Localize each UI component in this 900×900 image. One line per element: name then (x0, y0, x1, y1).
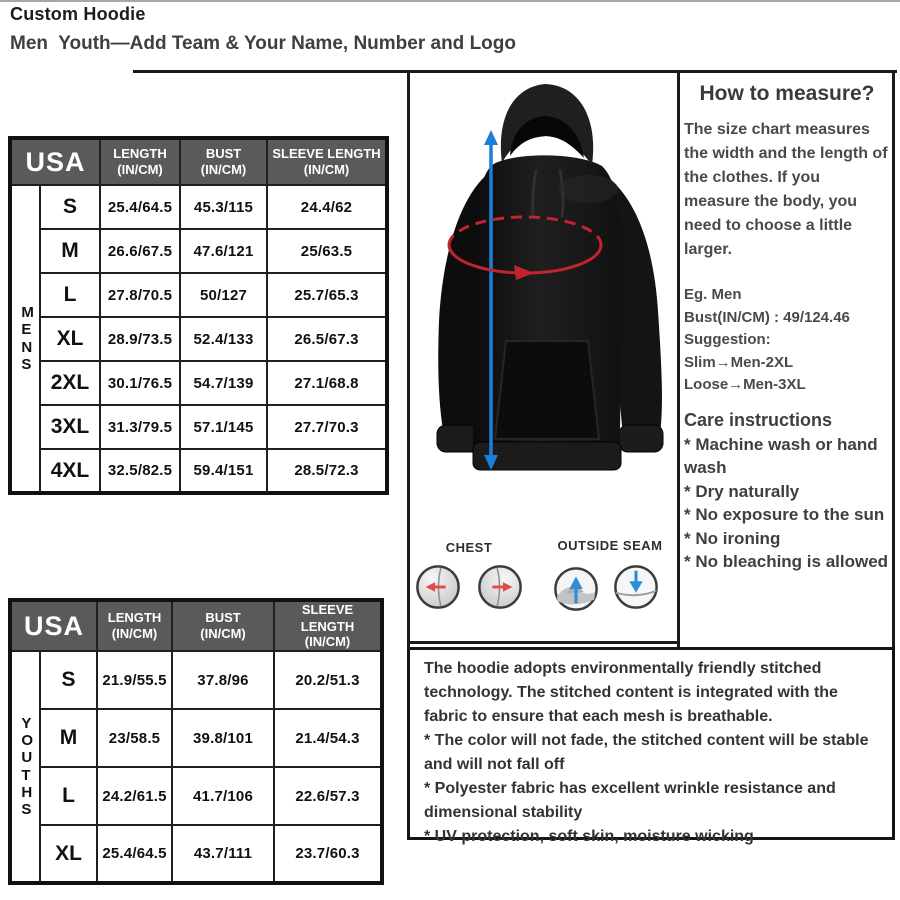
divider-icons-bottom (407, 641, 680, 644)
bust-cell: 54.7/139 (180, 361, 267, 405)
outside-seam-up-icon (552, 565, 600, 613)
sizing-example (684, 284, 890, 397)
youths-header-sleeve: SLEEVE LENGTH (IN/CM) (274, 600, 382, 651)
table-row (10, 317, 387, 361)
size-cell: M (40, 709, 97, 767)
size-cell: L (40, 767, 97, 825)
care-item: * No bleaching is allowed (684, 552, 889, 572)
example-line: Slim→Men-2XL (684, 353, 794, 371)
table-row (10, 229, 387, 273)
length-cell: 24.2/61.5 (97, 767, 172, 825)
bust-cell: 39.8/101 (172, 709, 274, 767)
features-bullet: * UV protection, soft skin, moisture wicking (424, 828, 754, 845)
sleeve-cell: 22.6/57.3 (274, 767, 382, 825)
table-header-row (10, 600, 382, 651)
size-cell: XL (40, 825, 97, 883)
sleeve-cell: 25.7/65.3 (267, 273, 387, 317)
bust-cell: 47.6/121 (180, 229, 267, 273)
example-line: Loose→Men-3XL (684, 376, 806, 393)
bust-cell: 41.7/106 (172, 767, 274, 825)
bust-cell: 37.8/96 (172, 651, 274, 709)
length-cell: 25.4/64.5 (97, 825, 172, 883)
table-row (10, 449, 387, 493)
length-cell: 23/58.5 (97, 709, 172, 767)
bust-cell: 43.7/111 (172, 825, 274, 883)
chest-label: CHEST (445, 540, 493, 555)
features-bullet: * The color will not fade, the stitched content will be stable and will not fall off (424, 732, 869, 773)
mens-size-table (8, 136, 389, 495)
size-cell: 3XL (40, 405, 100, 449)
table-row (10, 651, 382, 709)
care-instructions (684, 410, 894, 574)
mens-header-usa: USA (10, 138, 100, 185)
page-subtitle: Men Youth—Add Team & Your Name, Number and Logo (10, 33, 516, 54)
example-line: Eg. Men (684, 286, 742, 303)
length-cell: 31.3/79.5 (100, 405, 180, 449)
length-cell: 32.5/82.5 (100, 449, 180, 493)
features-intro: The hoodie adopts environmentally friendly stitched technology. The stitched content is integrated with the fabric to ensure that each mesh is breathable. (424, 660, 838, 725)
features-bullet: * Polyester fabric has excellent wrinkle resistance and dimensional stability (424, 780, 836, 821)
chest-measure-left-icon (414, 563, 462, 611)
size-cell: L (40, 273, 100, 317)
size-cell: M (40, 229, 100, 273)
how-to-measure-body: The size chart measures the width and the length of the clothes. If you measure the body, you need to choose a little larger. (684, 121, 888, 258)
bust-cell: 45.3/115 (180, 185, 267, 229)
example-line: Bust(IN/CM) : 49/124.46 (684, 308, 850, 326)
table-row (10, 273, 387, 317)
care-item: * Machine wash or hand wash (684, 435, 878, 478)
length-cell: 26.6/67.5 (100, 229, 180, 273)
youths-header-usa: USA (10, 600, 97, 651)
care-item: * No ironing (684, 528, 781, 548)
fabric-features-box (407, 647, 895, 845)
table-row (10, 361, 387, 405)
header (10, 4, 516, 55)
size-cell: S (40, 651, 97, 709)
outside-seam-label: OUTSIDE SEAM (557, 538, 663, 553)
table-row (10, 825, 382, 883)
image-top-border (0, 0, 900, 2)
page-title: Custom Hoodie (10, 4, 146, 24)
sleeve-cell: 25/63.5 (267, 229, 387, 273)
length-cell: 21.9/55.5 (97, 651, 172, 709)
chest-measure-right-icon (476, 563, 524, 611)
youths-header-bust: BUST (IN/CM) (172, 600, 274, 651)
table-row (10, 185, 387, 229)
mens-header-length: LENGTH (IN/CM) (100, 138, 180, 185)
divider-middle (677, 70, 680, 650)
sleeve-cell: 27.7/70.3 (267, 405, 387, 449)
youths-size-table (8, 598, 384, 885)
bust-cell: 59.4/151 (180, 449, 267, 493)
sleeve-cell: 20.2/51.3 (274, 651, 382, 709)
sleeve-cell: 21.4/54.3 (274, 709, 382, 767)
sleeve-cell: 28.5/72.3 (267, 449, 387, 493)
sleeve-cell: 26.5/67.3 (267, 317, 387, 361)
table-row (10, 709, 382, 767)
table-row (10, 767, 382, 825)
care-item: * No exposure to the sun (684, 505, 885, 525)
care-item: * Dry naturally (684, 481, 800, 501)
bust-cell: 52.4/133 (180, 317, 267, 361)
size-cell: S (40, 185, 100, 229)
sleeve-cell: 27.1/68.8 (267, 361, 387, 405)
bust-cell: 57.1/145 (180, 405, 267, 449)
size-cell: 4XL (40, 449, 100, 493)
mens-side-label: MENS (10, 185, 40, 493)
table-row (10, 405, 387, 449)
length-cell: 25.4/64.5 (100, 185, 180, 229)
hoodie-measurement-image (410, 73, 676, 538)
sleeve-cell: 24.4/62 (267, 185, 387, 229)
size-cell: 2XL (40, 361, 100, 405)
how-to-measure-heading: How to measure? (699, 82, 875, 105)
outside-seam-down-icon (612, 563, 660, 611)
table-header-row (10, 138, 387, 185)
youths-header-length: LENGTH (IN/CM) (97, 600, 172, 651)
how-to-measure-panel (684, 82, 890, 262)
length-cell: 28.9/73.5 (100, 317, 180, 361)
size-cell: XL (40, 317, 100, 361)
youths-side-label: YOUTHS (10, 651, 40, 883)
bust-cell: 50/127 (180, 273, 267, 317)
length-cell: 27.8/70.5 (100, 273, 180, 317)
care-heading: Care instructions (684, 410, 833, 430)
example-line: Suggestion: (684, 331, 771, 348)
hoodie-illustration (410, 73, 676, 538)
mens-header-bust: BUST (IN/CM) (180, 138, 267, 185)
sleeve-cell: 23.7/60.3 (274, 825, 382, 883)
mens-header-sleeve: SLEEVE LENGTH (IN/CM) (267, 138, 387, 185)
length-cell: 30.1/76.5 (100, 361, 180, 405)
